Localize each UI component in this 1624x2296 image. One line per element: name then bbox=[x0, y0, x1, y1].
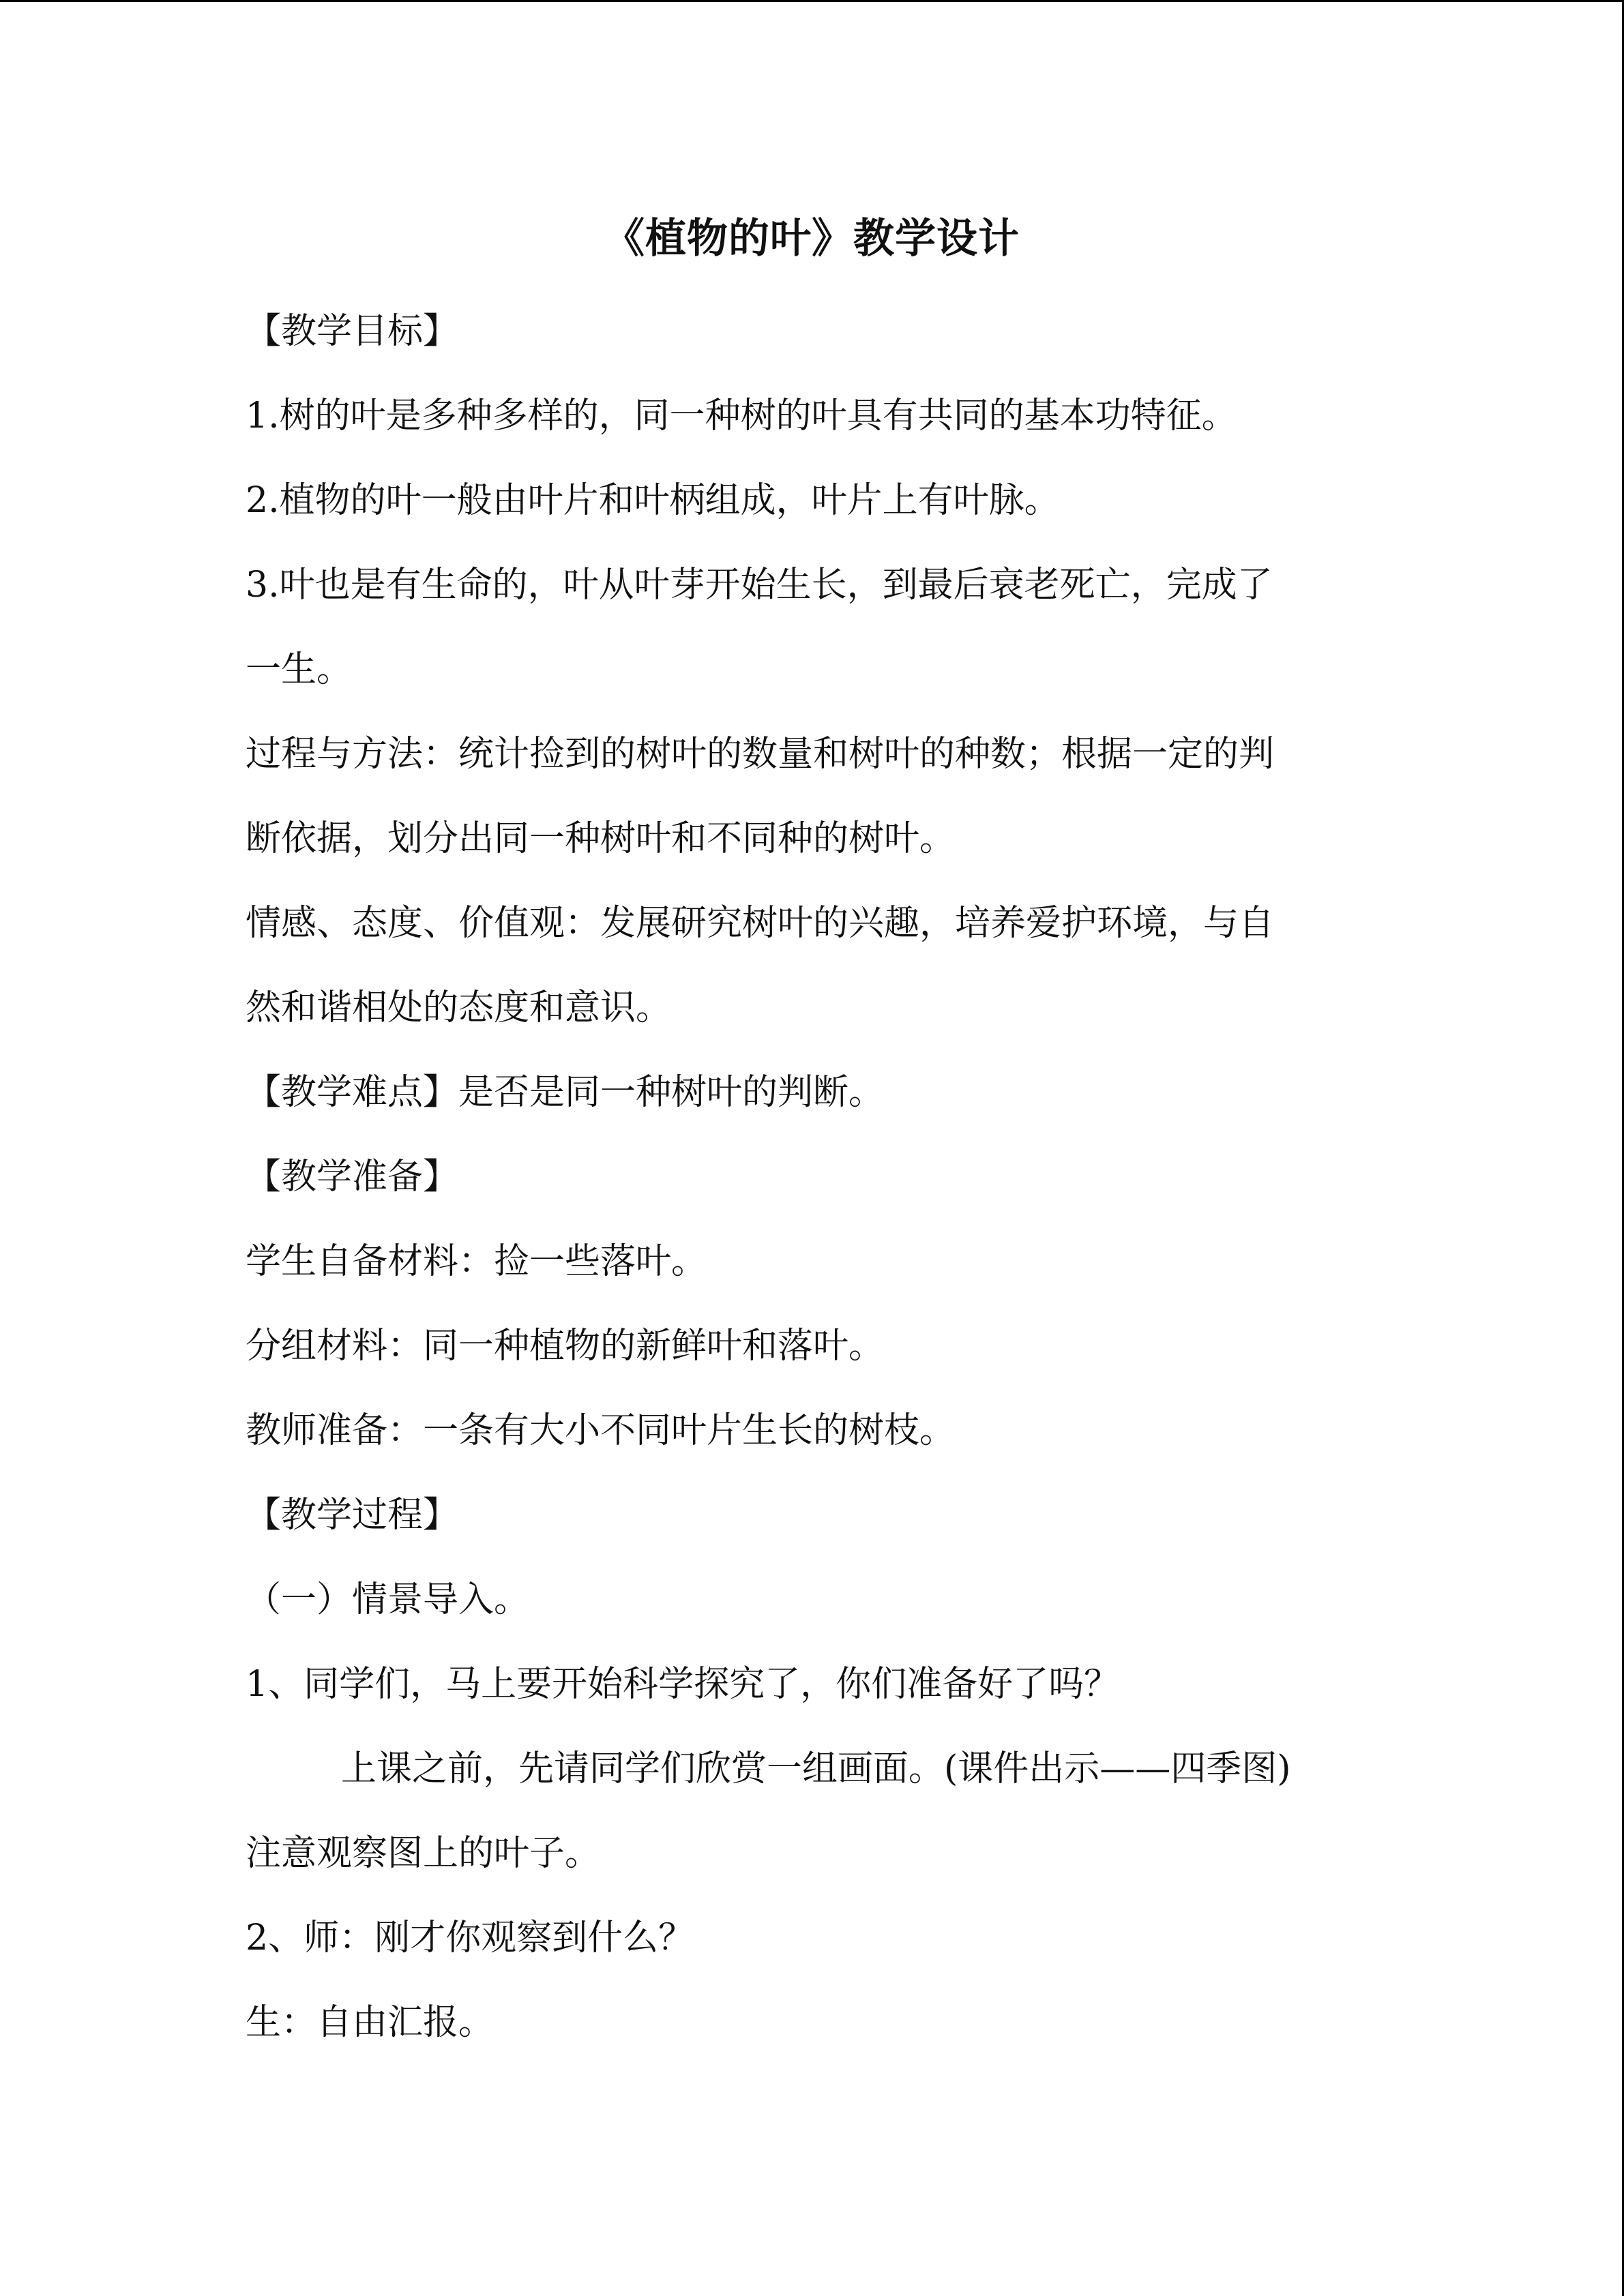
document-page bbox=[246, 205, 1378, 2065]
objective-item-2: 2.植物的叶一般由叶片和叶柄组成，叶片上有叶脉。 bbox=[246, 480, 1060, 521]
process-method-text-continued: 断依据，划分出同一种树叶和不同种的树叶。 bbox=[246, 818, 956, 859]
step-heading-intro: （一）情景导入。 bbox=[246, 1579, 530, 1620]
step-2-teacher-question: 2、师：刚才你观察到什么？ bbox=[246, 1918, 694, 1958]
emotion-attitude-text: 情感、态度、价值观：发展研究树叶的兴趣，培养爱护环境，与自 bbox=[246, 903, 1275, 944]
objective-item-3: 3.叶也是有生命的，叶从叶芽开始生长，到最后衰老死亡，完成了 bbox=[246, 565, 1273, 606]
difficulty-heading: 【教学难点】是否是同一种树叶的判断。 bbox=[246, 1072, 885, 1113]
teacher-materials: 教师准备：一条有大小不同叶片生长的树枝。 bbox=[246, 1410, 956, 1451]
document-title: 《植物的叶》教学设计 bbox=[604, 215, 1020, 263]
process-method-text: 过程与方法：统计捡到的树叶的数量和树叶的种数；根据一定的判 bbox=[246, 734, 1275, 775]
group-materials: 分组材料：同一种植物的新鲜叶和落叶。 bbox=[246, 1326, 885, 1367]
objective-item-3-continued: 一生。 bbox=[246, 649, 353, 690]
step-1-question: 1、同学们，马上要开始科学探究了，你们准备好了吗？ bbox=[246, 1664, 1120, 1705]
section-heading-process: 【教学过程】 bbox=[246, 1495, 459, 1536]
step-1-instruction-continued: 注意观察图上的叶子。 bbox=[246, 1833, 601, 1874]
emotion-attitude-text-continued: 然和谐相处的态度和意识。 bbox=[246, 987, 672, 1028]
page-border-top bbox=[0, 0, 1624, 2]
step-1-instruction: 上课之前，先请同学们欣赏一组画面。(课件出示——四季图) bbox=[341, 1748, 1291, 1789]
objective-item-1: 1.树的叶是多种多样的，同一种树的叶具有共同的基本功特征。 bbox=[246, 396, 1237, 436]
step-2-student-response: 生：自由汇报。 bbox=[246, 2002, 494, 2043]
section-heading-preparation: 【教学准备】 bbox=[246, 1157, 459, 1197]
student-materials: 学生自备材料：捡一些落叶。 bbox=[246, 1241, 707, 1282]
section-heading-objectives: 【教学目标】 bbox=[246, 311, 459, 352]
